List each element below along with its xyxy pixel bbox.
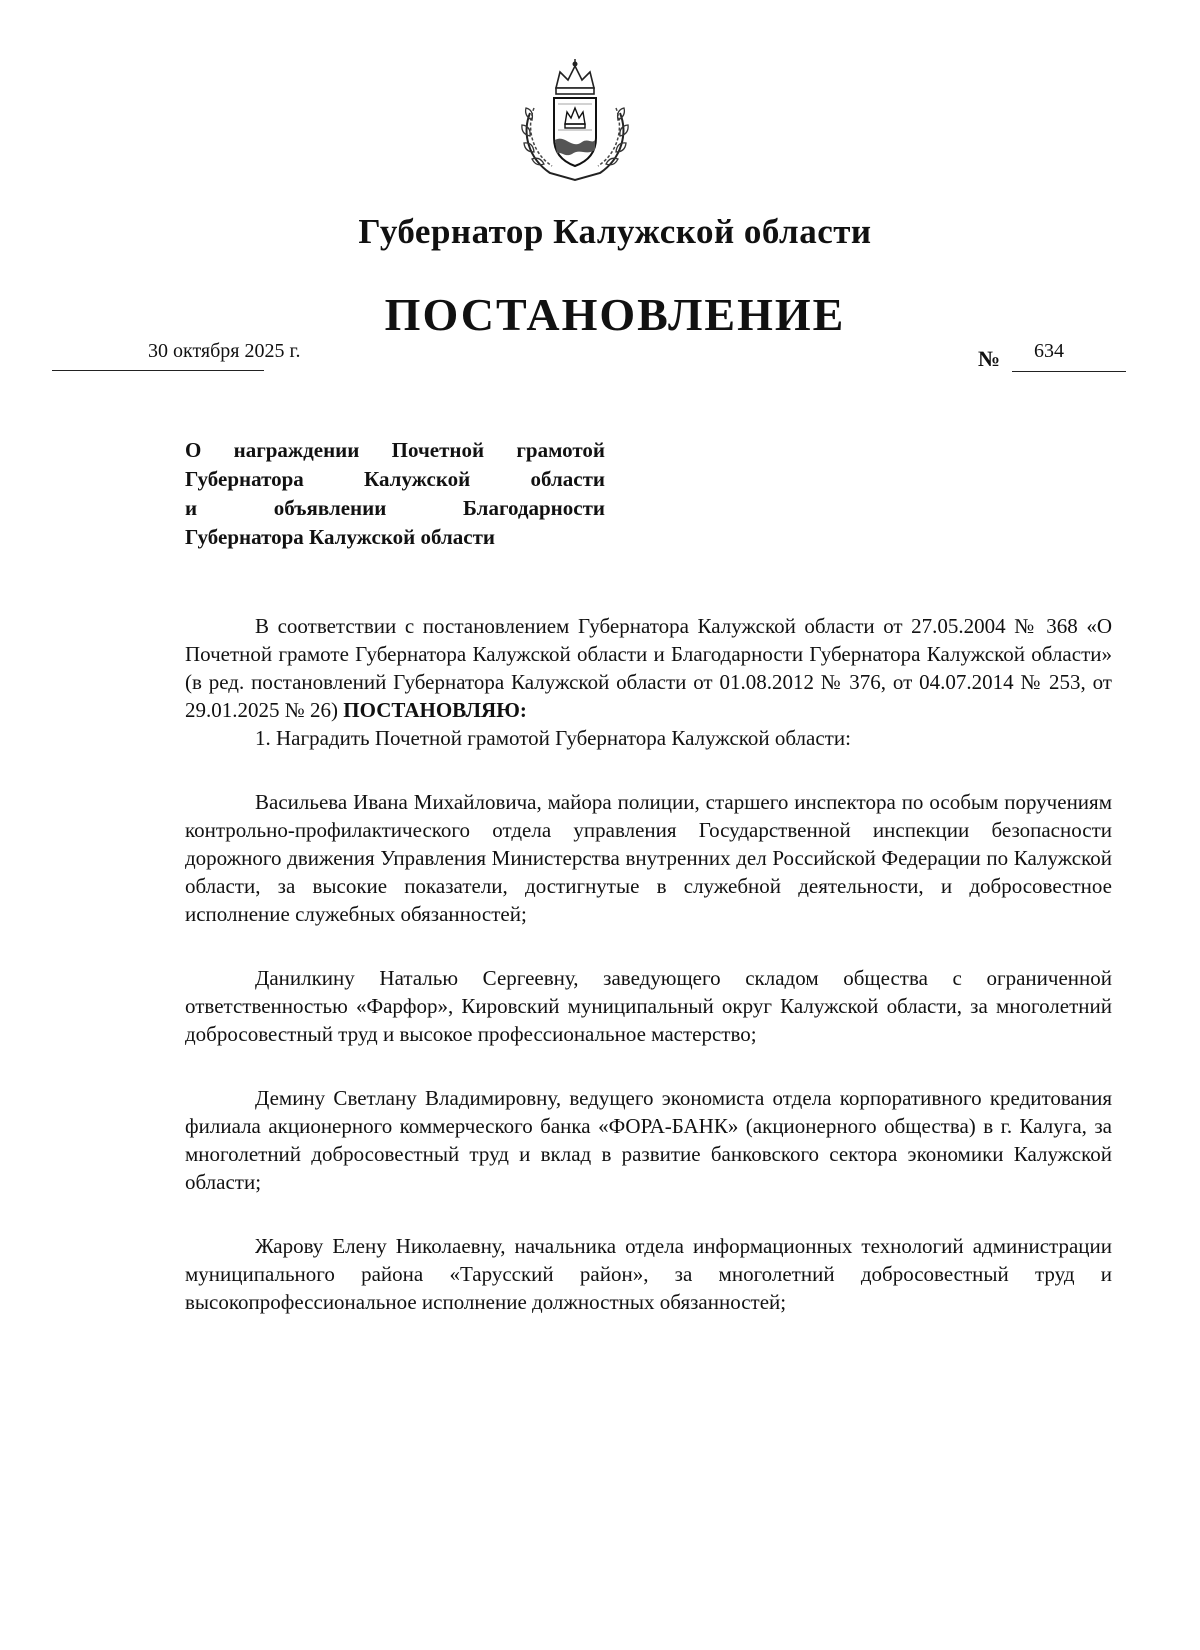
title-line: Губернатора Калужской области (185, 525, 496, 549)
document-number-field (978, 340, 1128, 372)
awardee-paragraph: Жарову Елену Николаевну, начальника отдела информационных технологий администрации муниципального района «Тарусский район», за многолетний добросовестный труд и высокопрофессиональное исполнение должностных обязанностей; (185, 1234, 1112, 1314)
kaluga-coat-of-arms-icon (520, 58, 630, 183)
document-date: 30 октября 2025 г. (148, 340, 301, 362)
document-title (185, 436, 605, 552)
title-line: О награждении Почетной грамотой (185, 438, 605, 462)
decree-word: ПОСТАНОВЛЯЮ: (343, 698, 527, 722)
number-sign: № (978, 346, 1001, 371)
document-date-field (52, 340, 301, 371)
clause-1: 1. Наградить Почетной грамотой Губернатора Калужской области: (255, 726, 851, 750)
awardee-paragraph: Данилкину Наталью Сергеевну, заведующего складом общества с ограниченной ответственностью «Фарфор», Кировский муниципальный округ Калужской области, за многолетний добросовестный труд и высокое профессиональное мастерство; (185, 966, 1112, 1046)
document-number: 634 (1034, 340, 1064, 362)
document-type-heading: ПОСТАНОВЛЕНИЕ (384, 289, 846, 340)
preamble-text: В соответствии с постановлением Губернатора Калужской области от 27.05.2004 № 368 «О Почетной грамоте Губернатора Калужской области и Благодарности Губернатора Калужской области» (в ред. постановлений Губернатора Калужской области от 01.08.2012 № 376, от 04.07.2014 № 253, от 29.01.2025 № 26) (185, 614, 1112, 722)
awardee-paragraph: Демину Светлану Владимировну, ведущего экономиста отдела корпоративного кредитования филиала акционерного коммерческого банка «ФОРА-БАНК» (акционерного общества) в г. Калуга, за многолетний добросовестный труд и вклад в развитие банковского сектора экономики Калужской области; (185, 1086, 1112, 1194)
issuing-authority: Губернатор Калужской области (358, 212, 872, 251)
title-line: и объявлении Благодарности (185, 496, 605, 520)
number-underline (1012, 340, 1126, 372)
document-body (185, 612, 1112, 1316)
preamble-paragraph (185, 612, 1112, 724)
awardee-paragraph: Васильева Ивана Михайловича, майора полиции, старшего инспектора по особым поручениям контрольно-профилактического отдела управления Государственной инспекции безопасности дорожного движения Управления Министерства внутренних дел Российской Федерации по Калужской области, за высокие показатели, достигнутые в служебной деятельности, и добросовестное исполнение служебных обязанностей; (185, 790, 1112, 926)
title-line: Губернатора Калужской области (185, 467, 605, 491)
